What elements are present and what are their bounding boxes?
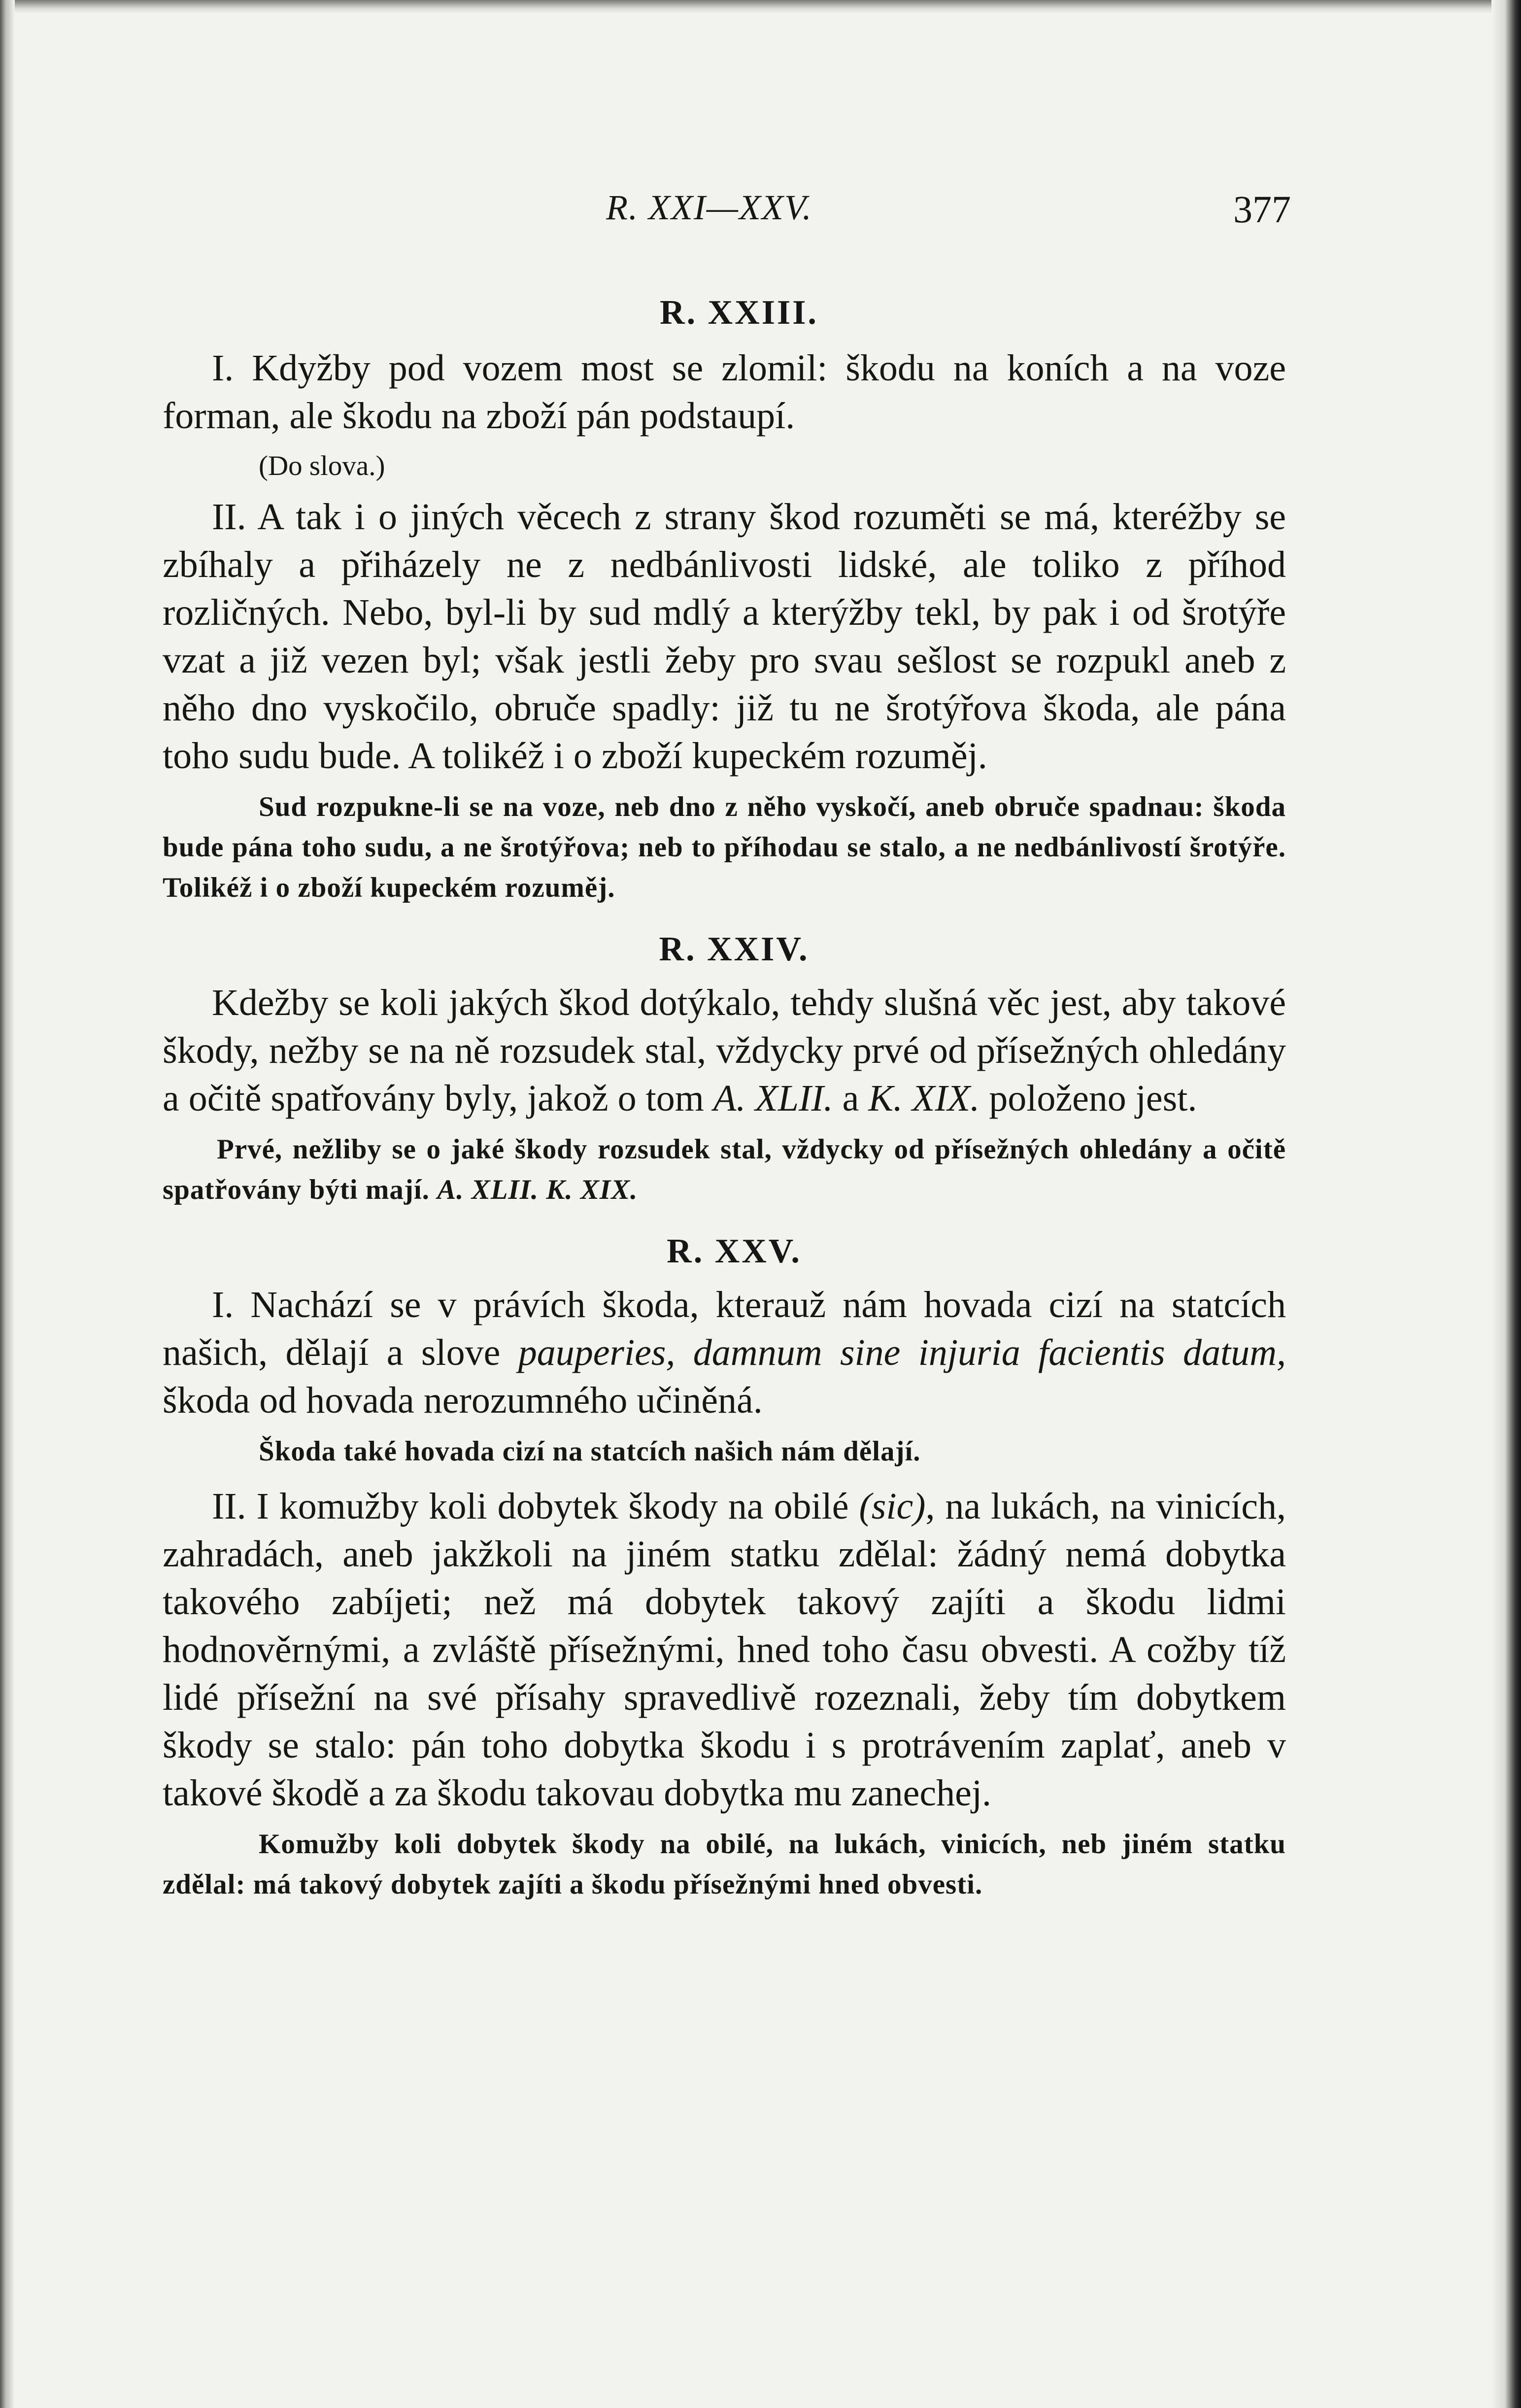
scan-left-edge [0, 0, 15, 2408]
note-reference-k-xix: K. XIX. [546, 1174, 638, 1205]
paragraph-xxiv-1 [163, 979, 1286, 1122]
section-heading-xxv: R. XXV. [667, 1232, 802, 1270]
page-number: 377 [1233, 188, 1291, 231]
paragraph-xxv-2-text-b: , na lukách, na vinicích, zahradách, aneb jakžkoli na jiném statku zdělal: žádný nemá dobytka takového zabíjeti; než má dobytek takový zajíti a škodu lidmi hodnověrnými, a zvláště přísežnými, hned toho času obvesti. A cožby tíž lidé přísežní na své přísahy spravedlivě rozeznali, žeby tím dobytkem škody se stalo: pán toho dobytka škodu i s protrávením zaplať, aneb v takové škodě a za škodu takovau dobytka mu zanechej. [163, 1486, 1286, 1814]
paragraph-xxiv-1-text-a: Kdežby se koli jakých škod dotýkalo, tehdy slušná věc jest, aby takové škody, nežby se na ně rozsudek stal, vždycky prvé od přísežných ohledány a očitě spatřovány byly, jakož o tom [163, 982, 1286, 1119]
paragraph-xxv-2-text-a: II. I komužby koli dobytek škody na obilé [212, 1486, 859, 1527]
sic-mark: (sic) [859, 1486, 926, 1527]
paragraph-xxv-1-text-a: I. Nachází se v právích škoda, kterauž nám hovada cizí na statcích našich, dělají a slove [163, 1284, 1286, 1373]
reference-a-xlii: A. XLII. [713, 1078, 833, 1119]
paragraph-xxv-2 [163, 1483, 1286, 1817]
paragraph-xxv-1-text-b: škoda od hovada nerozumného učiněná. [163, 1380, 763, 1421]
section-heading-xxiii: R. XXIII. [660, 294, 818, 332]
paragraph-xxiv-1-text-b: a [833, 1078, 869, 1119]
scan-top-edge [0, 0, 1521, 14]
paragraph-xxv-1 [163, 1281, 1286, 1424]
note-xxv-1: Škoda také hovada cizí na statcích našich nám dělají. [259, 1436, 921, 1467]
paragraph-xxiii-1: I. Kdyžby pod vozem most se zlomil: škodu na koních a na voze forman, ale škodu na zboží pán podstaupí. [163, 347, 1286, 437]
page-text-block [163, 187, 1291, 1905]
note-xxv-2: Komužby koli dobytek škody na obilé, na lukách, vinicích, neb jiném statku zdělal: má takový dobytek zajíti a škodu přísežnými hned obvesti. [163, 1829, 1286, 1900]
section-heading-xxiv: R. XXIV. [659, 930, 810, 968]
running-title: R. XXI—XXV. [606, 188, 812, 227]
paragraph-xxiv-1-text-c: položeno jest. [980, 1078, 1197, 1119]
reference-k-xix: K. XIX. [868, 1078, 980, 1119]
note-reference-a-xlii: A. XLII. [437, 1174, 539, 1205]
scan-right-edge [1491, 0, 1521, 2408]
paragraph-xxiii-2: II. A tak i o jiných věcech z strany škod rozuměti se má, kteréžby se zbíhaly a přiházely ne z nedbánlivosti lidské, ale toliko z příhod rozličných. Nebo, byl-li by sud mdlý a kterýžby tekl, by pak i od šrotýře vzat a již vezen byl; však jestli žeby pro svau sešlost se rozpukl aneb z něho dno vyskočilo, obruče spadly: již tu ne šrotýřova škoda, ale pána toho sudu bude. A tolikéž i o zboží kupeckém rozuměj. [163, 496, 1286, 777]
latin-term: pauperies, damnum sine injuria facientis datum, [518, 1332, 1286, 1373]
running-header [163, 187, 1291, 237]
note-xxiii-2: Sud rozpukne-li se na voze, neb dno z něho vyskočí, aneb obruče spadnau: škoda bude pána toho sudu, a ne šrotýřova; neb to příhodau se stalo, a ne nedbánlivostí šrotýře. Tolikéž i o zboží kupeckém rozuměj. [163, 791, 1286, 903]
note-xxiii-1: (Do slova.) [259, 450, 385, 481]
note-xxiv-1 [163, 1129, 1286, 1210]
note-xxiv-1-text: Prvé, nežliby se o jaké škody rozsudek stal, vždycky od přísežných ohledány a očitě spatřovány býti mají. [163, 1134, 1286, 1205]
